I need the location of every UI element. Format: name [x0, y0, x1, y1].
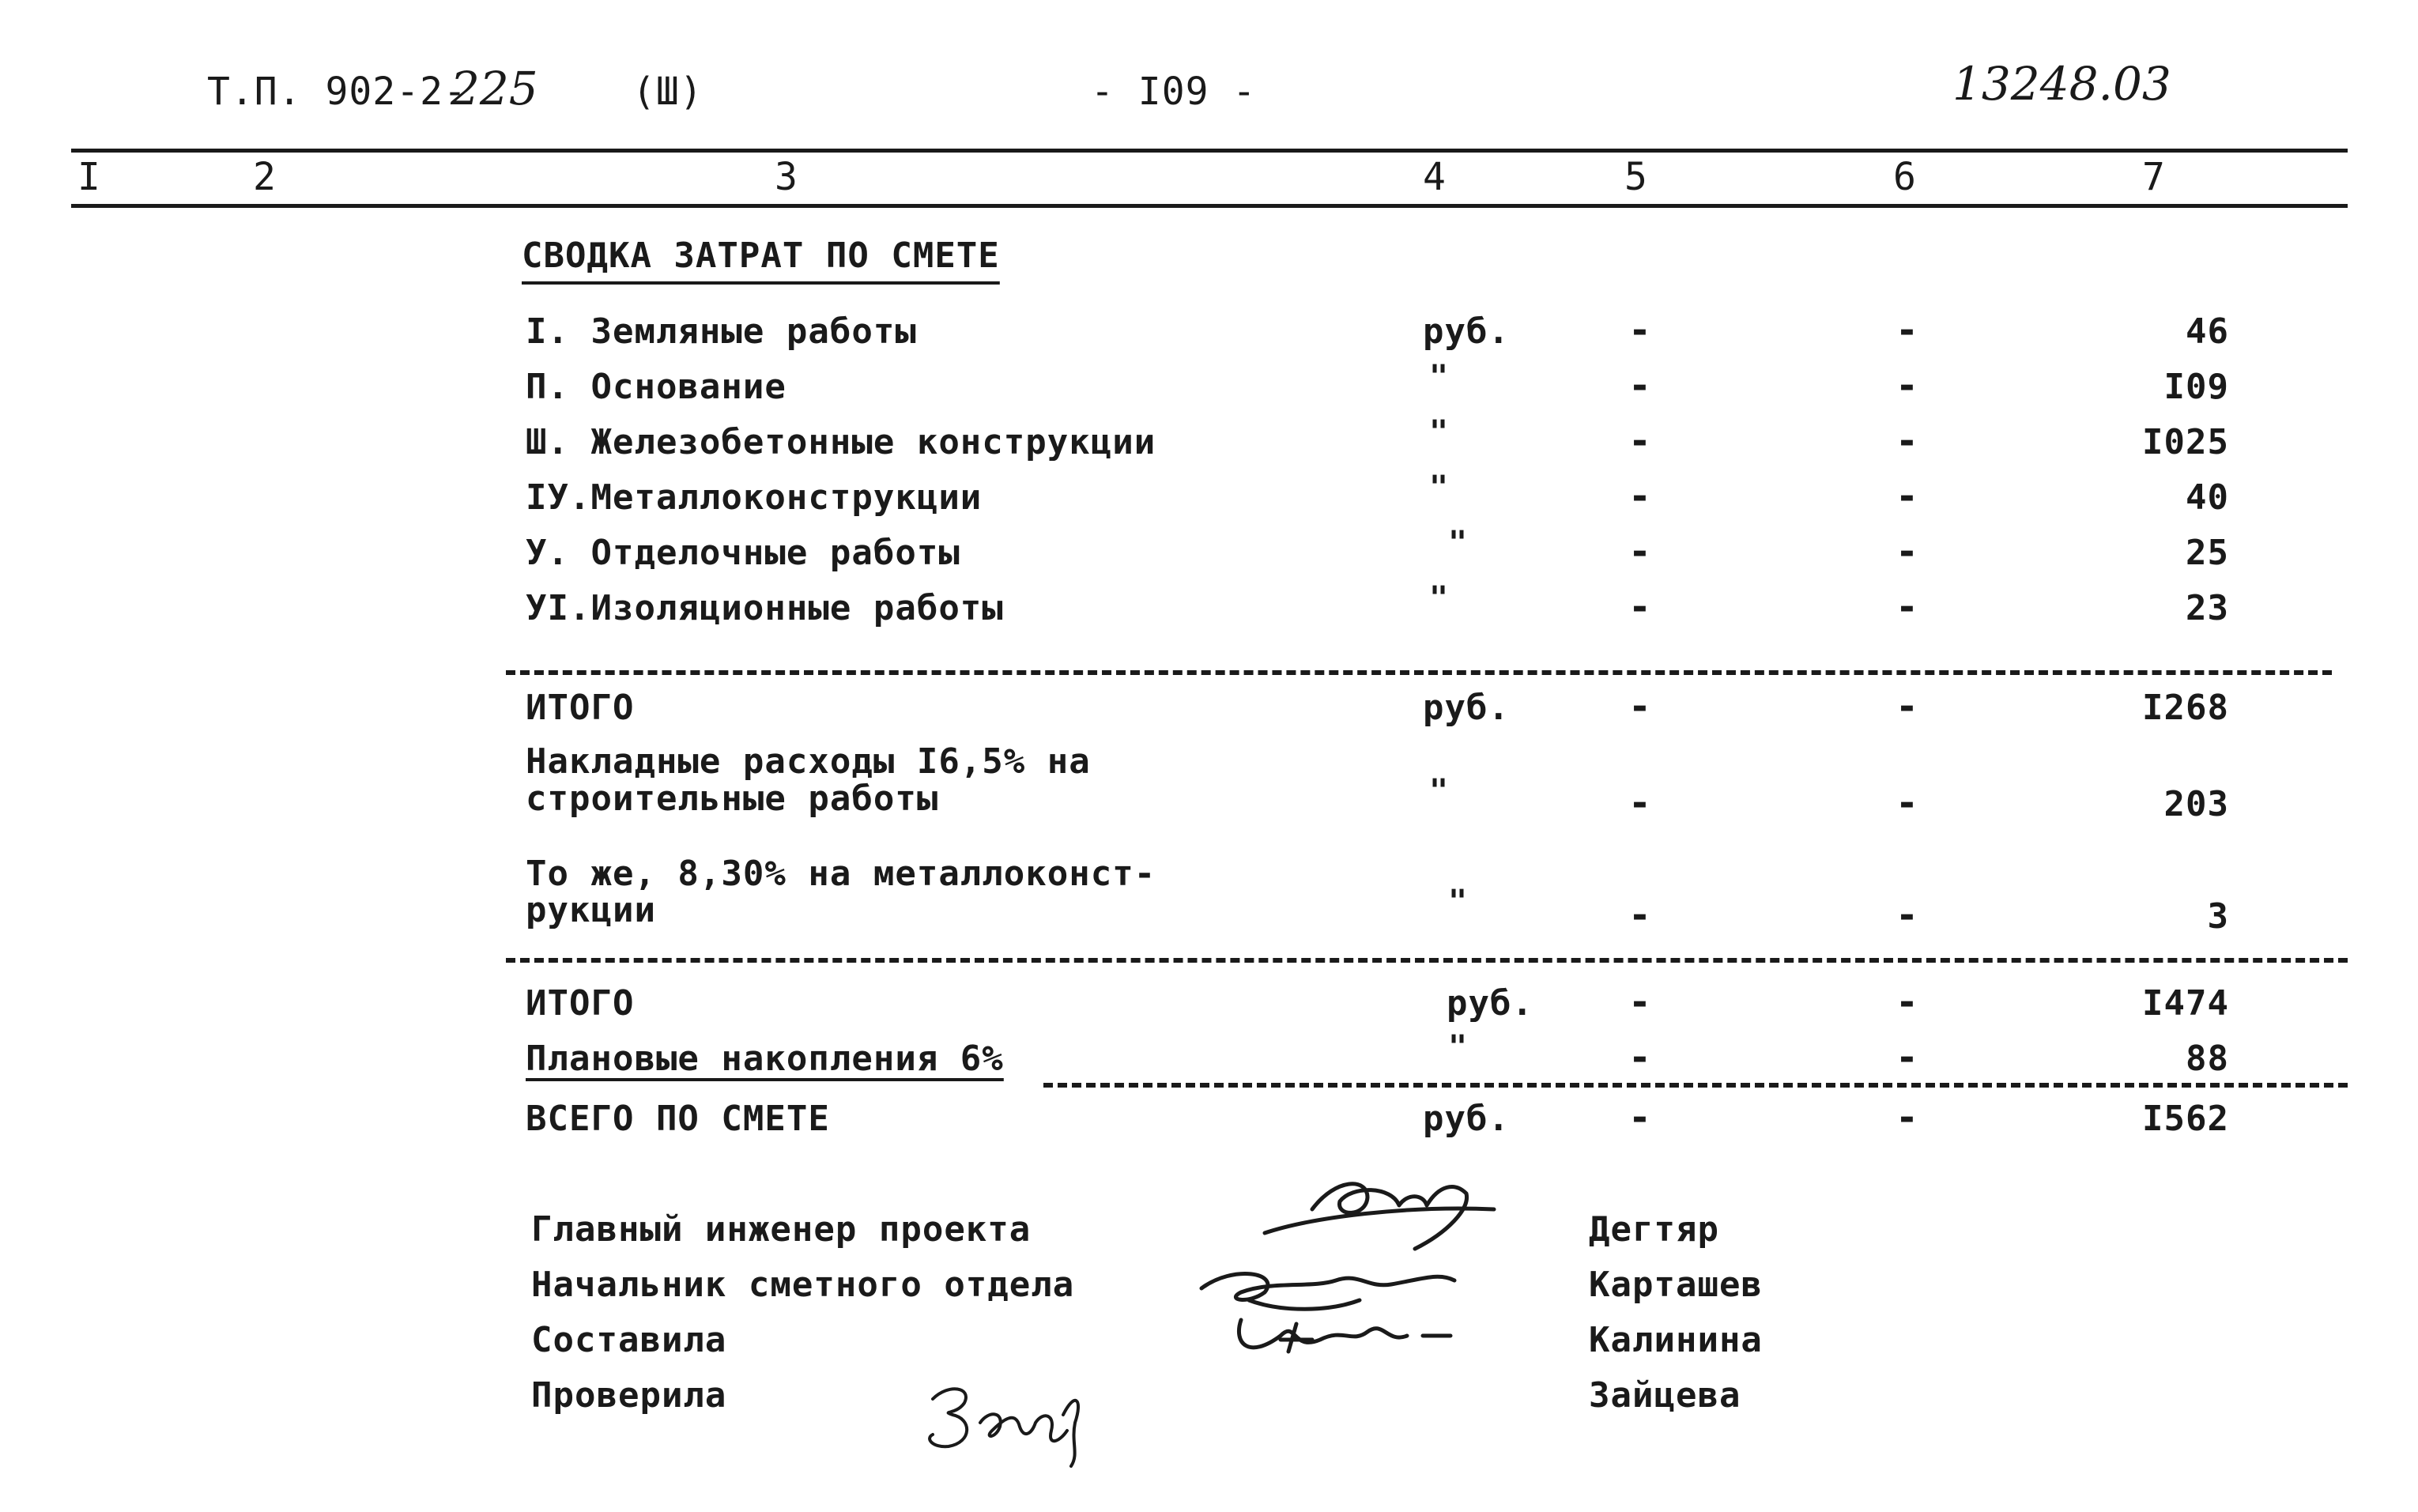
row-value: I09 — [2163, 367, 2229, 407]
total-col6: - — [1896, 980, 1918, 1024]
overhead-unit: " — [1429, 773, 1449, 809]
dashed-separator — [506, 958, 2348, 963]
row-value: 46 — [2186, 311, 2229, 352]
row-col5: - — [1628, 419, 1651, 463]
summary-title: СВОДКА ЗАТРАТ ПО СМЕТЕ — [522, 236, 1000, 276]
total-unit: руб. — [1423, 688, 1510, 728]
planned-col6: - — [1896, 1035, 1918, 1080]
handwritten-signatures — [1154, 1162, 1533, 1367]
overhead-metal-label-line1: То же, 8,30% на металлоконст- — [526, 854, 1156, 894]
row-col5: - — [1628, 364, 1651, 408]
grand-total-label: ВСЕГО ПО СМЕТЕ — [526, 1099, 830, 1139]
part-label: (Ш) — [632, 70, 704, 114]
row-unit: " — [1448, 525, 1468, 561]
row-name: У. Отделочные работы — [526, 533, 960, 573]
row-col5: - — [1628, 474, 1651, 518]
tp-label: Т.П. 902-2- — [207, 70, 467, 114]
signature-person: Карташев — [1589, 1265, 1763, 1305]
overhead-metal-value: 3 — [2207, 896, 2229, 937]
row-name: УI.Изоляционные работы — [526, 588, 1004, 628]
document-number: 13248.03 — [1952, 57, 2171, 111]
total-unit: руб. — [1447, 983, 1533, 1024]
row-name: I. Земляные работы — [526, 311, 917, 352]
column-header-3: 3 — [775, 155, 798, 199]
column-header-7: 7 — [2142, 155, 2166, 199]
overhead-value: 203 — [2163, 784, 2229, 824]
column-header-1: I — [77, 155, 101, 199]
column-header-4: 4 — [1423, 155, 1447, 199]
row-col6: - — [1896, 419, 1918, 463]
total-value: I268 — [2142, 688, 2229, 728]
signature-role: Начальник сметного отдела — [531, 1265, 1075, 1305]
row-col6: - — [1896, 308, 1918, 353]
grand-total-unit: руб. — [1423, 1099, 1510, 1139]
total-label: ИТОГО — [526, 983, 635, 1024]
overhead-label-line2: строительные работы — [526, 779, 939, 819]
header-top-rule — [71, 149, 2348, 153]
signature-role: Главный инженер проекта — [531, 1209, 1032, 1250]
row-col5: - — [1628, 585, 1651, 629]
signature-person: Дегтяр — [1589, 1209, 1719, 1250]
overhead-metal-label-line2: рукции — [526, 890, 656, 930]
grand-total-value: I562 — [2142, 1099, 2229, 1139]
overhead-metal-col6: - — [1896, 893, 1918, 937]
row-unit: " — [1429, 580, 1449, 616]
total-col5: - — [1628, 980, 1651, 1024]
planned-col5: - — [1628, 1035, 1651, 1080]
row-col5: - — [1628, 308, 1651, 353]
signature-person: Калинина — [1589, 1320, 1763, 1360]
tp-number: 225 — [451, 62, 538, 115]
row-unit: руб. — [1423, 311, 1510, 352]
row-col6: - — [1896, 585, 1918, 629]
overhead-col5: - — [1628, 781, 1651, 825]
row-name: П. Основание — [526, 367, 787, 407]
row-col6: - — [1896, 364, 1918, 408]
row-col5: - — [1628, 530, 1651, 574]
dashed-separator — [1043, 1083, 2348, 1088]
overhead-metal-col5: - — [1628, 893, 1651, 937]
row-value: 23 — [2186, 588, 2229, 628]
handwritten-initials — [917, 1367, 1099, 1470]
row-unit: " — [1429, 414, 1449, 451]
page-number: - I09 - — [1091, 70, 1257, 114]
total-col5: - — [1628, 684, 1651, 729]
planned-unit: " — [1448, 1029, 1468, 1065]
signature-role: Составила — [531, 1320, 727, 1360]
overhead-metal-unit: " — [1448, 884, 1468, 920]
row-name: Ш. Железобетонные конструкции — [526, 422, 1156, 462]
dashed-separator — [506, 670, 2332, 675]
grand-total-col6: - — [1896, 1095, 1918, 1140]
signature-role: Проверила — [531, 1375, 727, 1416]
column-header-6: 6 — [1893, 155, 1917, 199]
row-col6: - — [1896, 530, 1918, 574]
row-unit: " — [1429, 469, 1449, 506]
planned-label: Плановые накопления 6% — [526, 1039, 1004, 1079]
row-value: 25 — [2186, 533, 2229, 573]
overhead-col6: - — [1896, 781, 1918, 825]
row-value: I025 — [2142, 422, 2229, 462]
header-bottom-rule — [71, 204, 2348, 208]
row-value: 40 — [2186, 477, 2229, 518]
planned-value: 88 — [2186, 1039, 2229, 1079]
row-name: IУ.Металлоконструкции — [526, 477, 983, 518]
column-header-5: 5 — [1624, 155, 1648, 199]
row-col6: - — [1896, 474, 1918, 518]
row-unit: " — [1429, 359, 1449, 395]
total-value: I474 — [2142, 983, 2229, 1024]
overhead-label-line1: Накладные расходы I6,5% на — [526, 741, 1091, 782]
total-col6: - — [1896, 684, 1918, 729]
column-header-2: 2 — [253, 155, 277, 199]
grand-total-col5: - — [1628, 1095, 1651, 1140]
total-label: ИТОГО — [526, 688, 635, 728]
signature-person: Зайцева — [1589, 1375, 1741, 1416]
